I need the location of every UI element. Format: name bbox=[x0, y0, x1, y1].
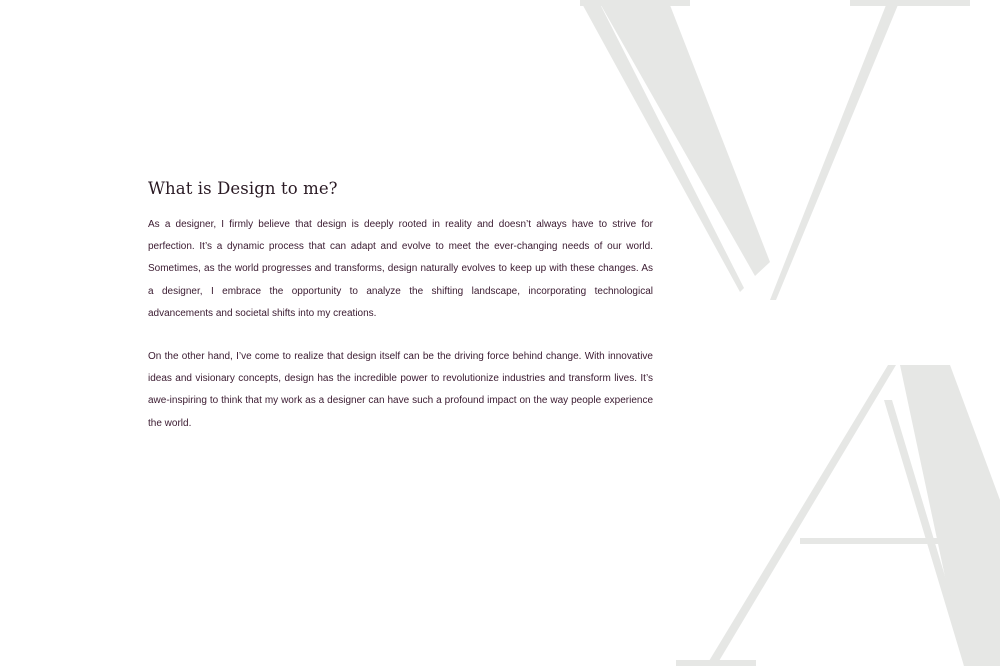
page-title: What is Design to me? bbox=[148, 179, 338, 198]
article bbox=[148, 179, 653, 435]
v-letter-serif-right bbox=[850, 0, 970, 6]
paragraph-1: As a designer, I firmly believe that design is deeply rooted in reality and doesn’t always have to strive for perfection. It’s a dynamic process that can adapt and evolve to meet the ever-changing needs of our world. Sometimes, as the world progresses and transforms, design naturally evolves to keep up with these changes. As a designer, I embrace the opportunity to analyze the shifting landscape, incorporating technological advancements and societal shifts into my creations. bbox=[148, 219, 653, 319]
v-letter-right-stroke bbox=[770, 0, 900, 300]
a-letter-serif-left bbox=[676, 660, 756, 666]
a-letter-left-stroke bbox=[706, 365, 896, 666]
a-letter-crossbar bbox=[800, 538, 970, 544]
paragraph-2: On the other hand, I’ve come to realize that design itself can be the driving force behind change. With innovative ideas and visionary concepts, design has the incredible power to revolutionize industries and transform lives. It’s awe-inspiring to think that my work as a designer can have such a profound impact on the way people experience the world. bbox=[148, 351, 653, 429]
v-letter-serif-left bbox=[580, 0, 690, 6]
a-letter-thick-stroke bbox=[900, 365, 1000, 666]
